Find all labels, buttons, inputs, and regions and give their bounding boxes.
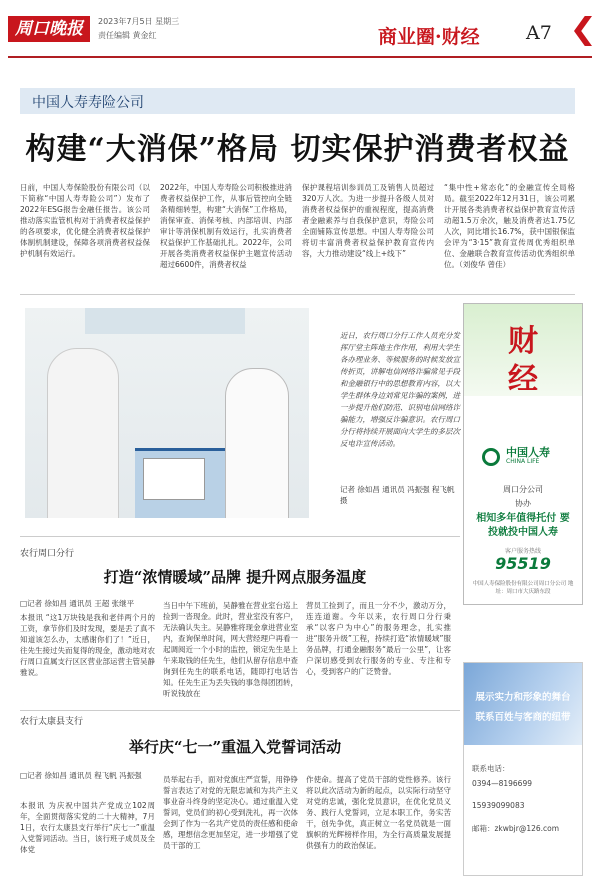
lead-col-3: 保护课程培训参训员工及销售人员超过320万人次。为进一步提升各级人员对消费者权益保护的重视程度，提高消费者金融素养与自我保护意识，寿险公司全面铺陈宣传思想。中国人寿寿险公司将切丰富消费者权益保护教育宣传内容，大力推动建设“线上+线下” — [302, 183, 434, 258]
lead-headline: 构建“大消保”格局 切实保护消费者权益 — [25, 132, 570, 167]
section-title: 商业圈·财经 — [378, 26, 480, 48]
article2-col-2: 当日中午下班前，吴静雅在营业室台巡上捡到一沓现金。此时，营业室没有客户，无法确认失主。吴静雅将现金拿进营业室内，查询保单时间，网大营经理户再看一起调阅近一个小时的监控，锁定先生是上午来取钱的任先生，他们从留存信息中查询到任先生的联系电话，随即打电话告知。任先生正为丢失钱的事急得团团转，听说钱放在 — [163, 601, 298, 698]
article2-headline: 打造“浓情暖域”品牌 提升网点服务温度 — [103, 568, 367, 586]
ad-logo-en: CHINA LIFE — [506, 458, 540, 465]
photo-caption: 近日，农行周口分行工作人员充分发挥厅堂主阵地主作作用，利用大学生各办理业务、等候服务的时候发放宣传折页，讲解电信网络诈骗常见手段和金融银行中的思想教育内容，以大学生群体身边刘常见诈骗的案例，进一步提升他们防范、识别电信网络诈骗能力，增强反诈骗意识。农行周口分行将持续开展面向大学生的多层次反电诈宣传活动。 — [340, 331, 460, 448]
ad-phone-2: 15939099083 — [472, 801, 525, 810]
news-photo — [25, 308, 309, 518]
article2-col-3: 营员工捡到了，而且一分不少，激动万分，连连道谢。今年以来，农行周口分行秉承“以客户为中心”的服务理念，扎实推进“服务升级”工程，持续打造“浓情暖域”服务品牌，打通金融服务“最后一公里”，让客户深切感受到农行服务的专业、专注和专心，受到客户的广泛赞誉。 — [306, 601, 451, 676]
article3-headline: 举行庆“七一”重温入党誓词活动 — [128, 738, 342, 756]
photo-person-staff — [225, 368, 289, 518]
ad-logo-name: 中国人寿 — [506, 446, 550, 459]
ad-fine-print: 中国人寿保险股份有限公司周口分公司 地址：周口市大庆路东段 — [472, 581, 574, 595]
article3-section: 农行太康县支行 — [20, 717, 84, 727]
ad-hotline: 95519 — [495, 554, 551, 573]
article3-col-3: 作使命。提高了党员干部的党性修养。该行将以此次活动为新的起点，以实际行动坚守对党的忠诚，强化党员意识，在优化党员义务、践行人党誓词，立足本职工作，务实苦干，创先争优，真正树立一名党员就是一面旗帜的光辉榜样作用，为全行高质量发展提供强有力的政治保证。 — [306, 775, 451, 850]
photo-credit: 记者 徐如昌 通讯员 冯振强 程飞帆 摄 — [340, 485, 455, 505]
masthead — [8, 10, 592, 58]
ad-header — [464, 304, 582, 396]
article2-section: 农行周口分行 — [20, 549, 75, 559]
newspaper-logo: 周口晚报 — [8, 16, 90, 42]
ad-slogan: 相知多年值得托付 要投就投中国人寿 — [476, 513, 570, 538]
article3-col-2: 员举起右手，面对党旗庄严宣誓，用铮铮誓言表达了对党的无限忠诚和为共产主义事业奋斗终身的坚定决心。通过重温入党誓词，党员们的初心受到洗礼，再一次体会到了作为一名共产党员的责任感和使命感，理想信念更加坚定，进一步增强了党员干部的工 — [163, 775, 298, 850]
ad-email: 邮箱：zkwbjr@126.com — [472, 824, 560, 833]
company-name: 中国人寿寿险公司 — [32, 95, 144, 111]
photo-banner — [85, 308, 245, 334]
divider — [20, 536, 460, 537]
lead-col-2: 2022年，中国人寿寿险公司积极推进消费者权益保护工作，从事后管控向全链条精细转型，构建“大消保”工作格局，消保审查、消保考核、内部培训、内部审计等消保机制有效运行，扎实消费者权益保护工作基础扎扎。2022年，公司开展各类消费者权益保护主题宣传活动超过6600件，消费者权益 — [160, 183, 292, 269]
ad-title-char-1: 财 — [508, 324, 538, 359]
company-bar — [20, 88, 575, 114]
page-number: A7 — [526, 22, 552, 44]
china-life-logo-icon — [482, 448, 500, 466]
ad-image — [464, 663, 582, 745]
divider — [20, 294, 575, 295]
lead-col-4: “集中性+常态化”的金融宣传全局格局。截至2022年12月31日，该公司累计开展各类消费者权益保护教育宣传活动超1.5万余次，触及消费者达1.75亿人次，同比增长16.7%，获中国银保监会评为“3·15”教育宣传周优秀组织单位、金融联合教育宣传活动优秀组织单位。（刘俊华 曾佳） — [444, 183, 575, 269]
article2-reporters: □记者 徐如昌 通讯员 王超 张继平 — [20, 599, 135, 608]
ad-title-char-2: 经 — [508, 362, 538, 397]
newspaper-ad — [463, 662, 583, 876]
ad-phone-1: 0394—8196699 — [472, 779, 532, 788]
divider — [20, 710, 460, 711]
ad-hotline-label: 客户服务热线 — [504, 548, 541, 555]
ad-assist: 协办 — [515, 499, 531, 508]
ad-branch: 周口分公司 — [503, 485, 543, 494]
ad-line-1: 展示实力和形象的舞台 — [475, 692, 571, 703]
ad-phone-label: 联系电话： — [472, 764, 510, 773]
lead-col-1: 日前，中国人寿保险股份有限公司（以下简称“中国人寿寿险公司”）发布了2022年ESG报告金融任报告。该公司推动落实监管机构对于消费者权益保护的各项要求，优化健全消费者权益保护体制机制建设，保障各项消费者权益保护机制有效运行。 — [20, 183, 150, 258]
article3-col-1: 本报讯 为庆祝中国共产党成立102周年，全面贯彻落实党的二十大精神，7月1日，农行太康县支行举行“庆七一”重温入党誓词活动。当日，该行班子成员及全体党 — [20, 801, 155, 854]
article3-reporters: □记者 徐如昌 通讯员 程飞帆 冯振强 — [20, 771, 142, 780]
issue-date: 2023年7月5日 星期三 — [98, 17, 180, 26]
china-life-ad — [463, 303, 583, 605]
photo-person-student — [47, 348, 119, 518]
editor-line: 责任编辑 黄金红 — [98, 31, 157, 40]
chevron-left-icon — [574, 16, 592, 46]
article2-col-1: 本报讯 “这1万块钱是我和老伴两个月的工资，拿节你们及时发现，要是丢了真不知道该怎么办，太感谢你们了！”近日，往先生接过失而复得的现金，激动地对农行周口直属支行区区营业部运营主管吴静雅说。 — [20, 613, 155, 677]
ad-line-2: 联系百姓与客商的纽带 — [475, 712, 571, 723]
photo-sign — [143, 458, 205, 500]
